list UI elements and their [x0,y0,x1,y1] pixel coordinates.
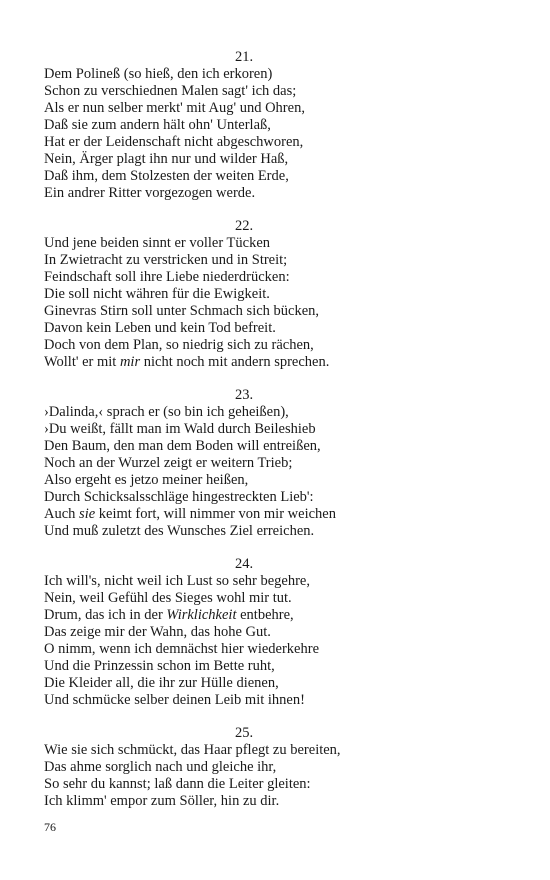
verse-text: Durch Schicksalsschläge hingestreckten Lieb': [44,489,314,505]
emphasized-text: Wirklichkeit [166,607,237,623]
verse-line [44,269,514,286]
emphasized-text: sie [79,506,96,522]
verse-text: In Zwietracht zu verstricken und in Streit; [44,252,288,268]
verse-line [44,776,514,793]
stanza-number: 22. [234,218,254,234]
verse-text: Dem Polineß (so hieß, den ich erkoren) [44,66,273,82]
verse-line [44,489,514,506]
verse-text: Auch [44,506,80,522]
verse-line [44,455,514,472]
verse-line [44,286,514,303]
verse-line [44,624,514,641]
verse-line [44,438,514,455]
verse-line [44,252,514,269]
verse-text: keimt fort, will nimmer von mir weichen [95,506,336,522]
stanza-number: 24. [234,556,254,572]
verse-text: Und muß zuletzt des Wunsches Ziel erreichen. [44,523,315,539]
verse-text: Und jene beiden sinnt er voller Tücken [44,235,271,251]
stanza-24 [44,556,514,709]
verse-line [44,675,514,692]
verse-text: Wollt' er mit [44,354,120,370]
verse-text: Und die Prinzessin schon im Bette ruht, [44,658,275,674]
verse-text: So sehr du kannst; laß dann die Leiter gleiten: [44,776,311,792]
verse-line [44,168,514,185]
verse-line [44,185,514,202]
verse-text: ›Dalinda,‹ sprach er (so bin ich geheißen), [44,404,289,420]
verse-line [44,337,514,354]
verse-text: O nimm, wenn ich demnächst hier wiederkehre [44,641,320,657]
verse-line [44,793,514,810]
verse-line [44,320,514,337]
page-number: 76 [44,820,56,834]
verse-text: Daß sie zum andern hält ohn' Unterlaß, [44,117,271,133]
verse-text: Den Baum, den man dem Boden will entreißen, [44,438,321,454]
verse-text: Feindschaft soll ihre Liebe niederdrücken: [44,269,290,285]
verse-line [44,641,514,658]
verse-line [44,590,514,607]
verse-line [44,235,514,252]
verse-line [44,472,514,489]
stanza-23 [44,387,514,540]
emphasized-text: mir [119,354,141,370]
verse-line [44,354,514,371]
verse-text: Wie sie sich schmückt, das Haar pflegt zu bereiten, [44,742,341,758]
stanza-number: 23. [234,387,254,403]
stanza-22 [44,218,514,371]
verse-line [44,303,514,320]
verse-line [44,658,514,675]
verse-line [44,759,514,776]
verse-text: Das zeige mir der Wahn, das hohe Gut. [44,624,271,640]
verse-text: Drum, das ich in der [44,607,167,623]
stanza-25 [44,725,514,810]
verse-line [44,421,514,438]
verse-text: ›Du weißt, fällt man im Wald durch Beileshieb [44,421,316,437]
verse-line [44,573,514,590]
verse-line [44,506,514,523]
verse-line [44,523,514,540]
verse-text: Noch an der Wurzel zeigt er weitern Trieb; [44,455,293,471]
verse-line [44,100,514,117]
verse-text: entbehre, [236,607,294,623]
verse-text: Doch von dem Plan, so niedrig sich zu rächen, [44,337,314,353]
verse-line [44,83,514,100]
verse-text: Als er nun selber merkt' mit Aug' und Ohren, [44,100,305,116]
verse-text: Ich klimm' empor zum Söller, hin zu dir. [44,793,280,809]
stanza-number: 21. [234,49,254,65]
verse-line [44,151,514,168]
verse-text: Und schmücke selber deinen Leib mit ihnen! [44,692,305,708]
verse-text: Davon kein Leben und kein Tod befreit. [44,320,276,336]
verse-text: Nein, weil Gefühl des Sieges wohl mir tut. [44,590,292,606]
verse-line [44,742,514,759]
verse-text: nicht noch mit andern sprechen. [140,354,330,370]
verse-line [44,117,514,134]
stanza-number: 25. [234,725,254,741]
verse-line [44,692,514,709]
verse-text: Das ahme sorglich nach und gleiche ihr, [44,759,277,775]
verse-text: Die Kleider all, die ihr zur Hülle dienen, [44,675,279,691]
verse-line [44,134,514,151]
verse-text: Also ergeht es jetzo meiner heißen, [44,472,249,488]
verse-line [44,607,514,624]
verse-text: Ginevras Stirn soll unter Schmach sich bücken, [44,303,320,319]
verse-text: Daß ihm, dem Stolzesten der weiten Erde, [44,168,289,184]
verse-text: Die soll nicht währen für die Ewigkeit. [44,286,270,302]
verse-line [44,404,514,421]
verse-text: Schon zu verschiednen Malen sagt' ich das; [44,83,297,99]
verse-text: Hat er der Leidenschaft nicht abgeschworen, [44,134,304,150]
verse-line [44,66,514,83]
verse-text: Nein, Ärger plagt ihn nur und wilder Haß, [44,151,289,167]
verse-text: Ein andrer Ritter vorgezogen werde. [44,185,256,201]
verse-text: Ich will's, nicht weil ich Lust so sehr begehre, [44,573,310,589]
stanza-21 [44,49,514,202]
